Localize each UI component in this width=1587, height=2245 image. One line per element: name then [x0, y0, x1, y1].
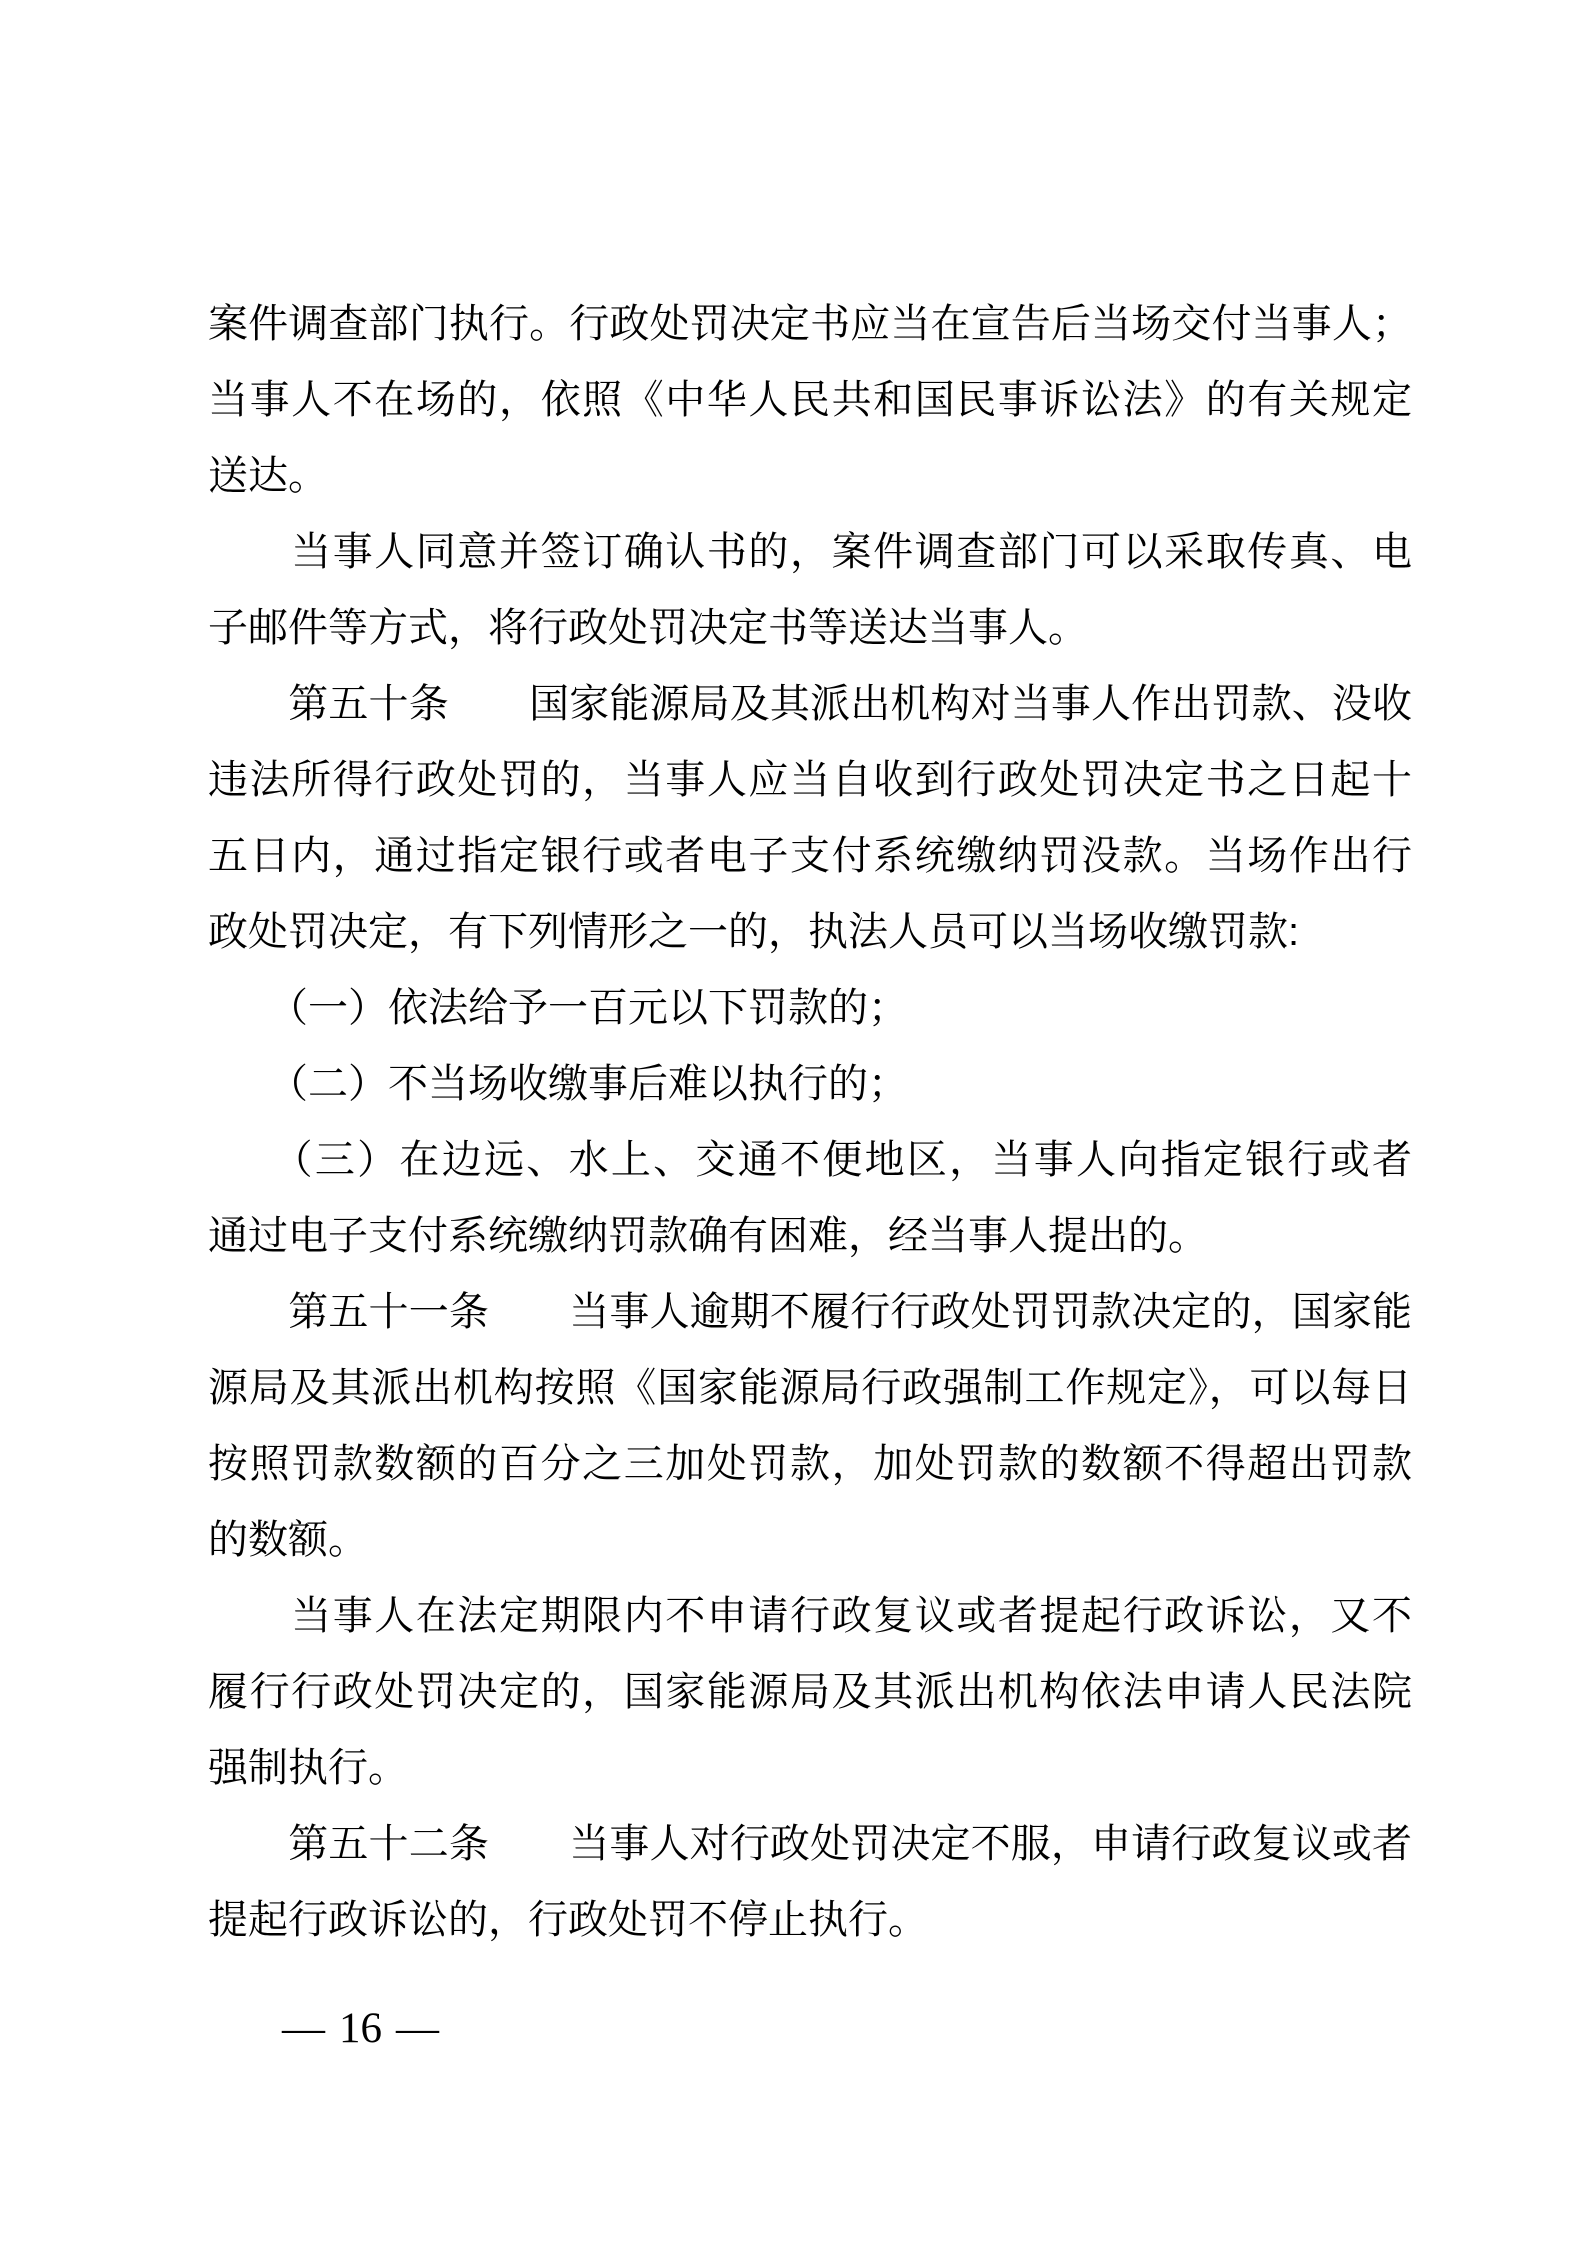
- document-line: 当事人同意并签订确认书的，案件调查部门可以采取传真、电: [208, 530, 1412, 574]
- footer-dash-right: —: [396, 2005, 439, 2052]
- document-body: [208, 286, 1412, 1958]
- document-line-article-51: 第五十一条 当事人逾期不履行行政处罚罚款决定的，国家能: [208, 1290, 1412, 1334]
- document-line: 送达。: [208, 454, 328, 498]
- document-line: 子邮件等方式，将行政处罚决定书等送达当事人。: [208, 606, 1088, 650]
- document-line: 当事人在法定期限内不申请行政复议或者提起行政诉讼，又不: [208, 1594, 1412, 1638]
- document-line: 履行行政处罚决定的，国家能源局及其派出机构依法申请人民法院: [208, 1670, 1412, 1714]
- document-line: 源局及其派出机构按照《国家能源局行政强制工作规定》，可以每日: [208, 1366, 1412, 1410]
- page-footer: [282, 2003, 439, 2055]
- document-line-item-1: （一）依法给予一百元以下罚款的；: [208, 986, 908, 1030]
- document-line: 按照罚款数额的百分之三加处罚款，加处罚款的数额不得超出罚款: [208, 1442, 1412, 1486]
- document-line-article-50: 第五十条 国家能源局及其派出机构对当事人作出罚款、没收: [208, 682, 1412, 726]
- document-line: 当事人不在场的，依照《中华人民共和国民事诉讼法》的有关规定: [208, 378, 1412, 422]
- document-line-item-3: （三）在边远、水上、交通不便地区，当事人向指定银行或者: [208, 1138, 1412, 1182]
- document-line: 强制执行。: [208, 1746, 408, 1790]
- document-line-article-52: 第五十二条 当事人对行政处罚决定不服，申请行政复议或者: [208, 1822, 1412, 1866]
- document-line: 通过电子支付系统缴纳罚款确有困难，经当事人提出的。: [208, 1214, 1208, 1258]
- document-line: 案件调查部门执行。行政处罚决定书应当在宣告后当场交付当事人；: [208, 302, 1412, 346]
- footer-dash-left: —: [282, 2005, 325, 2052]
- page-number: 16: [339, 2005, 382, 2052]
- document-line: 违法所得行政处罚的，当事人应当自收到行政处罚决定书之日起十: [208, 758, 1412, 802]
- document-line: 政处罚决定，有下列情形之一的，执法人员可以当场收缴罚款:: [208, 910, 1300, 954]
- document-line: 五日内，通过指定银行或者电子支付系统缴纳罚没款。当场作出行: [208, 834, 1412, 878]
- document-line-item-2: （二）不当场收缴事后难以执行的；: [208, 1062, 908, 1106]
- document-line: 的数额。: [208, 1518, 368, 1562]
- document-line: 提起行政诉讼的，行政处罚不停止执行。: [208, 1898, 928, 1942]
